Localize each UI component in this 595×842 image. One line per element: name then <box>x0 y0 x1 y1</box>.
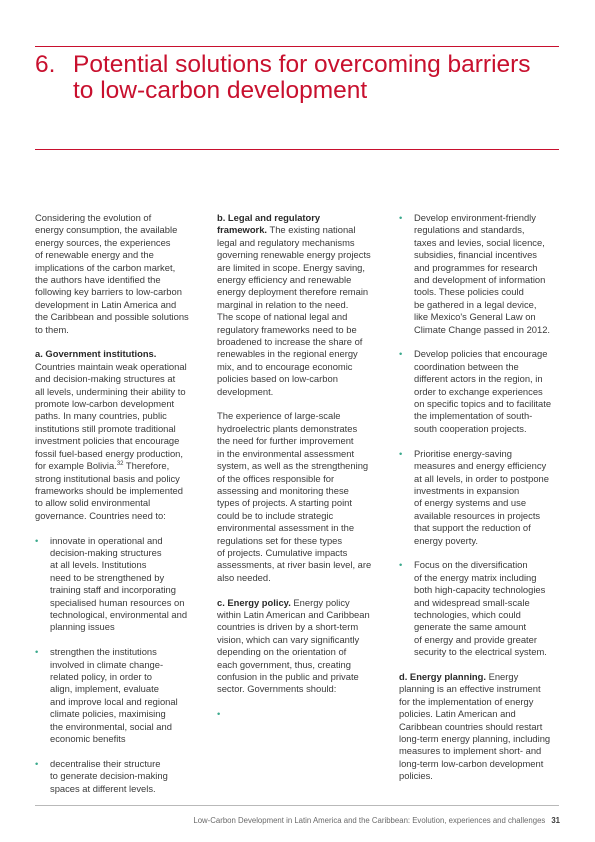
section-a-text: investment policies that encourage <box>35 435 180 447</box>
list-item-text: and programmes for research <box>414 261 538 273</box>
section-b-first-line: The existing national <box>267 224 356 236</box>
list-item-text: Focus on the diversification <box>414 559 528 571</box>
list-item-text: and widespread small-scale <box>414 596 530 608</box>
section-a-text: frameworks should be implemented <box>35 484 183 496</box>
list-item-text: the environmental, social and <box>50 720 172 732</box>
section-a-text: to allow solid environmental <box>35 497 151 509</box>
section-d-first-line: Energy <box>485 670 519 682</box>
column-1 <box>35 212 200 807</box>
list-item <box>399 212 561 336</box>
section-a-text: all levels, undermining their ability to <box>35 385 186 397</box>
section-a-heading: a. Government institutions <box>35 348 154 360</box>
section-d-paragraph <box>399 671 561 783</box>
section-b-text: The experience of large-scale <box>217 410 341 422</box>
section-b-text: legal and regulatory mechanisms <box>217 236 355 248</box>
bullet-icon: • <box>399 559 403 571</box>
bullet-icon: • <box>217 708 221 720</box>
list-item-text: measures and energy efficiency <box>414 460 547 472</box>
list-item-text: involved in climate change- <box>50 658 164 670</box>
bullet-icon: • <box>35 646 39 658</box>
column-2 <box>217 212 383 720</box>
section-c-text: each government, thus, creating <box>217 658 351 670</box>
section-a-text: fossil fuel-based energy production, <box>35 447 184 459</box>
intro-text: the authors have identified the <box>35 274 161 286</box>
list-item-text: Prioritise energy-saving <box>414 447 512 459</box>
chapter-title-line-1: Potential solutions for overcoming barriers <box>73 51 531 78</box>
list-item-text: of energy and provide greater <box>414 633 537 645</box>
list-item-text: spaces at different levels. <box>50 782 156 794</box>
bullet-icon: • <box>399 212 403 223</box>
list-item-text: economic benefits <box>50 733 126 745</box>
page-footer <box>193 816 560 825</box>
bullet-icon: • <box>35 757 39 769</box>
section-c-text: within Latin American and Caribbean <box>217 608 370 620</box>
footnote-ref[interactable]: 32 <box>116 460 124 467</box>
chapter-title-line-2: to low-carbon development <box>73 77 368 104</box>
title-rule <box>35 149 559 150</box>
section-c-paragraph <box>217 597 383 696</box>
section-b-paragraph-2 <box>217 410 383 584</box>
section-b-text: mix, and to encourage economic <box>217 360 353 372</box>
bullet-icon: • <box>399 447 403 459</box>
section-b-text: of the offices responsible for <box>217 472 335 484</box>
list-item-text: regulations and standards, <box>414 224 525 236</box>
section-c-text: countries is driven by a short-term <box>217 621 359 633</box>
section-b-text: policies based on low-carbon <box>217 373 338 385</box>
list-item-text: Climate Change passed in 2012. <box>414 323 551 335</box>
list-item-text: and development of information <box>414 274 546 286</box>
section-b-text: regulations set for these types <box>217 534 343 546</box>
section-b-text: the need for further improvement <box>217 435 354 447</box>
list-item-text: both high-capacity technologies <box>414 584 546 596</box>
intro-paragraph <box>35 212 200 336</box>
section-b-heading: b. Legal and regulatory <box>217 212 321 223</box>
list-item-text: of energy systems and use <box>414 497 527 509</box>
section-b-text: also needed. <box>217 571 271 583</box>
section-c-text: vision, which can vary significantly <box>217 633 360 645</box>
list-item-text: generate the same amount <box>414 621 527 633</box>
section-b-text: energy efficiency and renewable <box>217 274 352 286</box>
list-item-text: specialised human resources on <box>50 596 185 608</box>
section-d-text: measures to implement short- and <box>399 745 542 757</box>
list-item-text: on specific topics and to facilitate <box>414 398 552 410</box>
chapter-number: 6. <box>35 51 56 78</box>
section-b-text: could be to include strategic <box>217 509 334 521</box>
list-item-text: south cooperation projects. <box>414 422 527 434</box>
list-item-text: that support the reduction of <box>414 522 531 534</box>
section-a-text: strong institutional basis and policy <box>35 472 180 484</box>
section-d-text: long-term low-carbon development <box>399 757 544 769</box>
list-item-text: technologies, which could <box>414 608 521 620</box>
list-item-text: at all levels, in order to postpone <box>414 472 549 484</box>
intro-text: development in Latin America and <box>35 298 177 310</box>
intro-text: Considering the evolution of <box>35 212 152 223</box>
section-a-text: institutions still promote traditional <box>35 422 176 434</box>
section-a-text: Therefore, <box>123 460 170 472</box>
list-item-text: security to the electrical system. <box>414 646 547 658</box>
list-item-text: technological, environmental and <box>50 608 188 620</box>
column-3 <box>399 212 561 795</box>
section-b-paragraph <box>217 212 383 398</box>
section-c-heading: c. Energy policy. <box>217 596 291 608</box>
section-b-text: governing renewable energy projects <box>217 249 371 261</box>
list-item-text: to generate decision-making <box>50 770 168 782</box>
bullet-icon: • <box>399 348 403 360</box>
list-item-text: need to be strengthened by <box>50 571 165 583</box>
intro-text: of renewable energy and the <box>35 249 154 261</box>
list-item-text: of the energy matrix including <box>414 571 537 583</box>
section-a-text: for example Bolivia. <box>35 460 117 472</box>
list-item-text: planning issues <box>50 621 115 633</box>
section-d-heading: d. Energy planning. <box>399 670 486 682</box>
section-a-paragraph: a. Government institutions. Countries maintain weak operational and decision-making structures at all levels, undermining their ability to promote low-carbon development paths. In many countries, public institutions still promote traditional investment policies that encourage fossil fuel-based energy production, for example Bolivia.$^{32}$ Therefore, strong institutional basis and policy frameworks should be implemented to allow solid environmental governance. Countries need to: <box>35 348 200 522</box>
list-item-text: different actors in the region, in <box>414 373 543 385</box>
section-a-text: paths. In many countries, public <box>35 410 167 422</box>
section-b-text: are limited in scope. Energy saving, <box>217 261 365 273</box>
section-d-text: planning is an effective instrument <box>399 683 541 695</box>
list-item-text: subsidies, financial incentives <box>414 249 537 261</box>
section-a-text: promote low-carbon development <box>35 398 175 410</box>
section-b-text: energy deployment therefore remain <box>217 286 369 298</box>
list-item-text: available resources in projects <box>414 509 541 521</box>
section-d-text: Caribbean countries should restart <box>399 720 543 732</box>
list-item-text: Develop environment-friendly <box>414 212 536 223</box>
section-a-bullet-list <box>35 535 200 796</box>
list-item-text: tools. These policies could <box>414 286 524 298</box>
section-b-heading-cont: framework. <box>217 224 268 236</box>
section-b-text: renewables in the regional energy <box>217 348 358 360</box>
section-a-first-line: Countries maintain weak operational <box>35 360 187 372</box>
section-b-text: assessments, at river basin level, are <box>217 559 372 571</box>
section-b-text: assessing and monitoring these <box>217 484 349 496</box>
footer-text: Low-Carbon Development in Latin America and the Caribbean: Evolution, experiences and challenges <box>193 816 546 825</box>
section-d-text: policies. Latin American and <box>399 708 516 720</box>
section-c-text: depending on the orientation of <box>217 646 347 658</box>
list-item-text: be gathered in a legal device, <box>414 298 537 310</box>
section-b-text: development. <box>217 385 274 397</box>
list-item-text: like Mexico's General Law on <box>414 311 536 323</box>
section-a-text: and decision-making structures at <box>35 373 176 385</box>
section-d-text: long-term energy planning, including <box>399 733 551 744</box>
section-b-text: types of projects. A starting point <box>217 497 352 509</box>
section-c-text: confusion in the public and private <box>217 671 359 682</box>
list-item-text: innovate in operational and <box>50 534 163 546</box>
section-c-first-line: Energy policy <box>290 596 350 608</box>
footer-rule <box>35 805 559 806</box>
list-item-text: the implementation of south- <box>414 410 533 422</box>
list-item-text: order to exchange experiences <box>414 385 543 397</box>
section-c-bullet-list <box>399 212 561 659</box>
section-b-text: environmental assessment in the <box>217 522 355 534</box>
list-item <box>35 646 200 745</box>
list-item-text: align, implement, evaluate <box>50 683 159 695</box>
list-item <box>399 559 561 658</box>
list-item-text: related policy, in order to <box>50 670 152 682</box>
list-item-text: decision-making structures <box>50 546 162 558</box>
page-number: 31 <box>551 816 560 825</box>
list-item-text: at all levels. Institutions <box>50 559 147 571</box>
list-item <box>35 758 200 795</box>
intro-text: implications of the carbon market, <box>35 261 176 273</box>
section-d-text: policies. <box>399 770 433 782</box>
bullet-icon: • <box>35 534 39 546</box>
list-item <box>35 535 200 634</box>
section-b-text: in the environmental assessment <box>217 447 355 459</box>
section-c-text: sector. Governments should: <box>217 683 337 695</box>
list-item <box>399 448 561 547</box>
list-item-text: strengthen the institutions <box>50 646 157 658</box>
section-b-text: marginal in relation to the need. <box>217 298 349 310</box>
header-rule <box>35 46 559 47</box>
section-b-text: hydroelectric plants demonstrates <box>217 422 358 434</box>
list-item-text: Develop policies that encourage <box>414 348 548 360</box>
list-item-text: investments in expansion <box>414 484 520 496</box>
section-a-text: governance. Countries need to: <box>35 509 166 521</box>
list-item <box>399 348 561 435</box>
section-b-text: broadened to increase the share of <box>217 336 363 348</box>
section-b-text: regulatory frameworks need to be <box>217 323 357 335</box>
list-item-text: energy poverty. <box>414 534 478 546</box>
section-b-text: of projects. Cumulative impacts <box>217 546 348 558</box>
list-item-text: taxes and levies, social licence, <box>414 236 545 248</box>
list-item-text: decentralise their structure <box>50 757 161 769</box>
intro-text: the Caribbean and possible solutions <box>35 311 189 323</box>
intro-text: to them. <box>35 323 69 335</box>
section-b-text: system, as well as the strengthening <box>217 460 369 472</box>
list-item-text: coordination between the <box>414 360 519 372</box>
intro-text: energy consumption, the available <box>35 224 178 236</box>
list-item-text: climate policies, maximising <box>50 708 166 720</box>
list-item-text: and improve local and regional <box>50 695 178 707</box>
section-b-text: The scope of national legal and <box>217 311 348 323</box>
list-item-text: training staff and incorporating <box>50 584 176 596</box>
intro-text: energy sources, the experiences <box>35 236 171 248</box>
intro-text: following key barriers to low-carbon <box>35 286 182 298</box>
section-d-text: for the implementation of energy <box>399 695 534 707</box>
